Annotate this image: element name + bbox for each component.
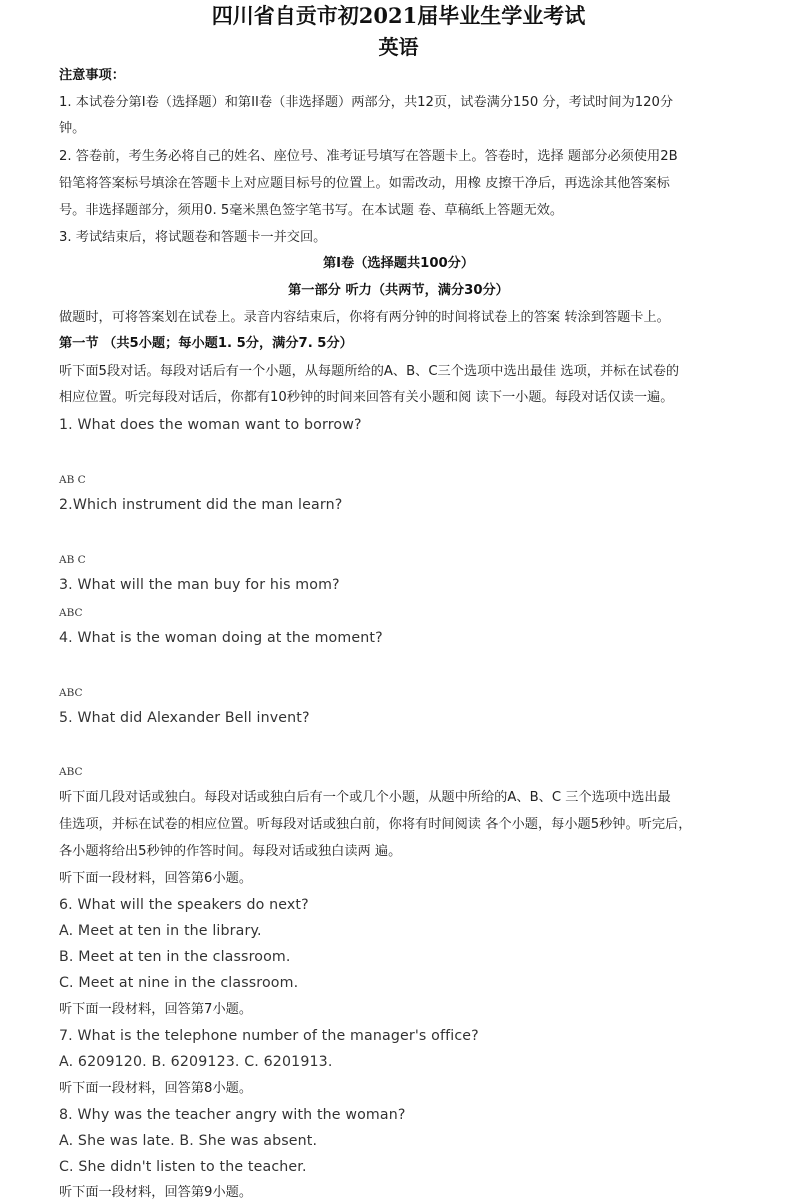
question-4-options: ABC: [59, 687, 83, 699]
notice-item-2-cont: 号。非选择题部分，须用0. 5毫米黑色签字笔书写。在本试题 卷、草稿纸上答题无效。: [59, 203, 564, 218]
question-1: 1. What does the woman want to borrow?: [59, 417, 362, 433]
question-8-options-ab: A. She was late. B. She was absent.: [59, 1133, 318, 1149]
material-prompt: 听下面一段材料，回答第6小题。: [59, 871, 253, 886]
question-7-options: A. 6209120. B. 6209123. C. 6201913.: [59, 1054, 333, 1070]
question-6-option-a: A. Meet at ten in the library.: [59, 923, 262, 939]
section-instructions: 听下面5段对话。每段对话后有一个小题，从每题所给的A、B、C三个选项中选出最佳 选项，并标在试卷的: [59, 364, 680, 379]
question-4: 4. What is the woman doing at the moment?: [59, 630, 383, 646]
question-1-options: AB C: [59, 474, 86, 486]
section-2-instructions: 听下面几段对话或独白。每段对话或独白后有一个或几个小题，从题中所给的A、B、C 三个选项中选出最: [59, 790, 671, 805]
question-6-option-b: B. Meet at ten in the classroom.: [59, 949, 291, 965]
material-prompt: 听下面一段材料，回答第9小题。: [59, 1185, 253, 1200]
notice-item-1-cont: 钟。: [59, 121, 86, 136]
question-5-options: ABC: [59, 766, 83, 778]
section-2-instructions-cont: 佳选项，并标在试卷的相应位置。听每段对话或独白前，你将有时间阅读 各个小题，每小题5秒钟。听完后，: [59, 817, 692, 832]
part-instructions: 做题时，可将答案划在试卷上。录音内容结束后，你将有两分钟的时间将试卷上的答案 转涂到答题卡上。: [59, 310, 670, 325]
notice-item-2-cont: 铅笔将答案标号填涂在答题卡上对应题目标号的位置上。如需改动，用橡 皮擦干净后，再选涂其他答案标: [59, 176, 670, 191]
volume-heading: 第I卷（选择题共100分）: [322, 256, 475, 271]
question-2-options: AB C: [59, 554, 86, 566]
section-2-instructions-cont: 各小题将给出5秒钟的作答时间。每段对话或独白读两 遍。: [59, 844, 402, 859]
question-5: 5. What did Alexander Bell invent?: [59, 710, 310, 726]
question-2: 2.Which instrument did the man learn?: [59, 497, 343, 513]
material-prompt: 听下面一段材料，回答第8小题。: [59, 1081, 253, 1096]
question-6-option-c: C. Meet at nine in the classroom.: [59, 975, 299, 991]
notice-item-3: 3. 考试结束后，将试题卷和答题卡一并交回。: [59, 230, 327, 245]
subject-title: 英语: [378, 35, 419, 59]
question-3: 3. What will the man buy for his mom?: [59, 577, 340, 593]
notice-item-1: 1. 本试卷分第I卷（选择题）和第II卷（非选择题）两部分，共12页，试卷满分150 分，考试时间为120分: [59, 95, 674, 110]
question-6: 6. What will the speakers do next?: [59, 897, 309, 913]
section-heading: 第一节 （共5小题；每小题1. 5分，满分7. 5分）: [59, 336, 353, 351]
question-3-options: ABC: [59, 607, 83, 619]
part-heading: 第一部分 听力（共两节，满分30分）: [288, 283, 509, 298]
material-prompt: 听下面一段材料，回答第7小题。: [59, 1002, 253, 1017]
question-8: 8. Why was the teacher angry with the woman?: [59, 1107, 406, 1123]
question-8-option-c: C. She didn't listen to the teacher.: [59, 1159, 307, 1175]
notice-item-2: 2. 答卷前，考生务必将自己的姓名、座位号、准考证号填写在答题卡上。答卷时，选择 题部分必须使用2B: [59, 149, 678, 164]
exam-title: 四川省自贡市初2021届毕业生学业考试: [211, 3, 586, 28]
section-instructions-cont: 相应位置。听完每段对话后，你都有10秒钟的时间来回答有关小题和阅 读下一小题。每段对话仅读一遍。: [59, 390, 674, 405]
notice-heading: 注意事项：: [59, 68, 125, 83]
question-7: 7. What is the telephone number of the manager's office?: [59, 1028, 479, 1044]
